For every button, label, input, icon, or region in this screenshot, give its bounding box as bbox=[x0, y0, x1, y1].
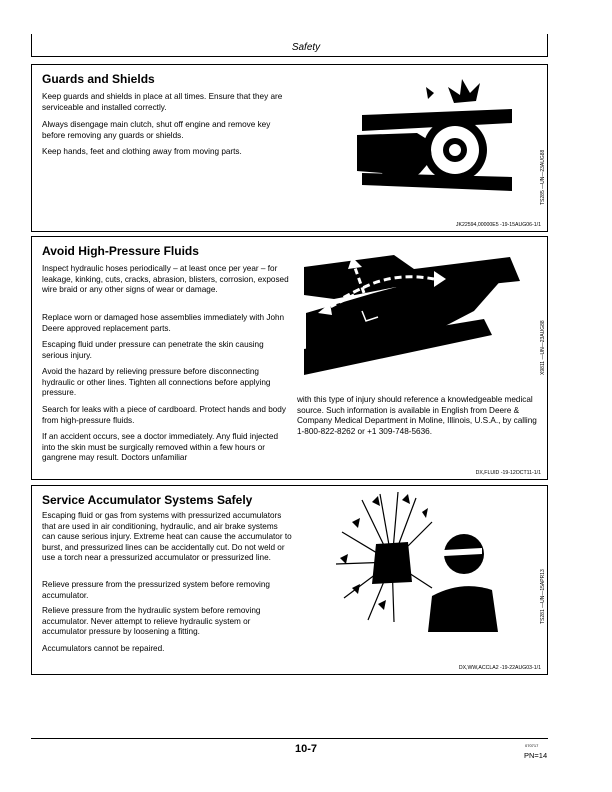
paragraph: Search for leaks with a piece of cardboard. Protect hands and body from high-pressure fluids. bbox=[42, 405, 286, 425]
section-avoid-high-pressure-fluids bbox=[31, 236, 548, 480]
section-title: Service Accumulator Systems Safely bbox=[42, 493, 253, 507]
paragraph-continued: with this type of injury should reference a knowledgeable medical source. Such information is available in English from Deere & Company Medical Department in Moline, Illinois, U.S.A., by calling 1-800-822-8262 or +1 309-748-5636. bbox=[297, 395, 537, 436]
image-code: X9811 —UN—23AUG88 bbox=[540, 320, 546, 375]
image-code: TS281 —UN—15APR13 bbox=[540, 569, 546, 624]
paragraph: Keep hands, feet and clothing away from moving parts. bbox=[42, 147, 242, 156]
reference-code: JK22594,00000E5 -19-15AUG06-1/1 bbox=[455, 222, 541, 228]
image-code: TS285 —UN—23AUG88 bbox=[540, 149, 546, 205]
section-guards-and-shields bbox=[31, 64, 548, 232]
section-title: Avoid High-Pressure Fluids bbox=[42, 244, 199, 258]
section-title: Guards and Shields bbox=[42, 72, 155, 86]
high-pressure-fluid-hazard-icon bbox=[304, 251, 524, 381]
paragraph: Escaping fluid under pressure can penetrate the skin causing serious injury. bbox=[42, 340, 264, 360]
paragraph: Relieve pressure from the hydraulic system before removing accumulator. Never attempt to relieve hydraulic system or accumulator pressure by loosening a fitting. bbox=[42, 606, 261, 637]
section-service-accumulator-systems bbox=[31, 485, 548, 675]
page-number: 10-7 bbox=[294, 743, 318, 755]
paragraph: Escaping fluid or gas from systems with pressurized accumulators that are used in air conditioning, hydraulic, and air brake systems can cause serious injury. Extreme heat can cause the accumulator to burst, and pressurized lines can be accidentally cut. Do not weld or use a torch near a pressurized accumulator or pressurized line. bbox=[42, 511, 292, 563]
paragraph: Accumulators cannot be repaired. bbox=[42, 644, 165, 653]
reference-code: DX,WW,ACCLA2 -19-22AUG03-1/1 bbox=[458, 665, 541, 671]
header-rule-bottom bbox=[31, 56, 548, 57]
reference-code: DX,FLUID -19-12OCT11-1/1 bbox=[475, 470, 541, 476]
paragraph: Avoid the hazard by relieving pressure before disconnecting hydraulic or other lines. Tighten all connections before applying pressure. bbox=[42, 367, 271, 398]
paragraph: Replace worn or damaged hose assemblies immediately with John Deere approved replacement parts. bbox=[42, 313, 285, 333]
paragraph: If an accident occurs, see a doctor immediately. Any fluid injected into the skin must be surgically removed within a few hours or gangrene may result. Doctors unfamiliar bbox=[42, 432, 279, 463]
paragraph: Keep guards and shields in place at all times. Ensure that they are serviceable and installed correctly. bbox=[42, 92, 283, 112]
paragraph: Inspect hydraulic hoses periodically – at least once per year – for leakage, kinking, cuts, cracks, abrasion, blisters, corrosion, exposed wire braid or any other signs of wear or damage. bbox=[42, 264, 289, 295]
accumulator-explosion-hazard-icon bbox=[332, 492, 502, 632]
paragraph: Always disengage main clutch, shut off engine and remove key before removing any guards or shields. bbox=[42, 120, 271, 140]
footer-code: 070717 bbox=[525, 743, 539, 748]
header-title: Safety bbox=[291, 42, 321, 53]
rotating-drive-hazard-icon bbox=[342, 73, 522, 201]
footer-rule bbox=[31, 738, 548, 739]
pn-label: PN=14 bbox=[524, 751, 548, 760]
paragraph: Relieve pressure from the pressurized system before removing accumulator. bbox=[42, 580, 270, 600]
